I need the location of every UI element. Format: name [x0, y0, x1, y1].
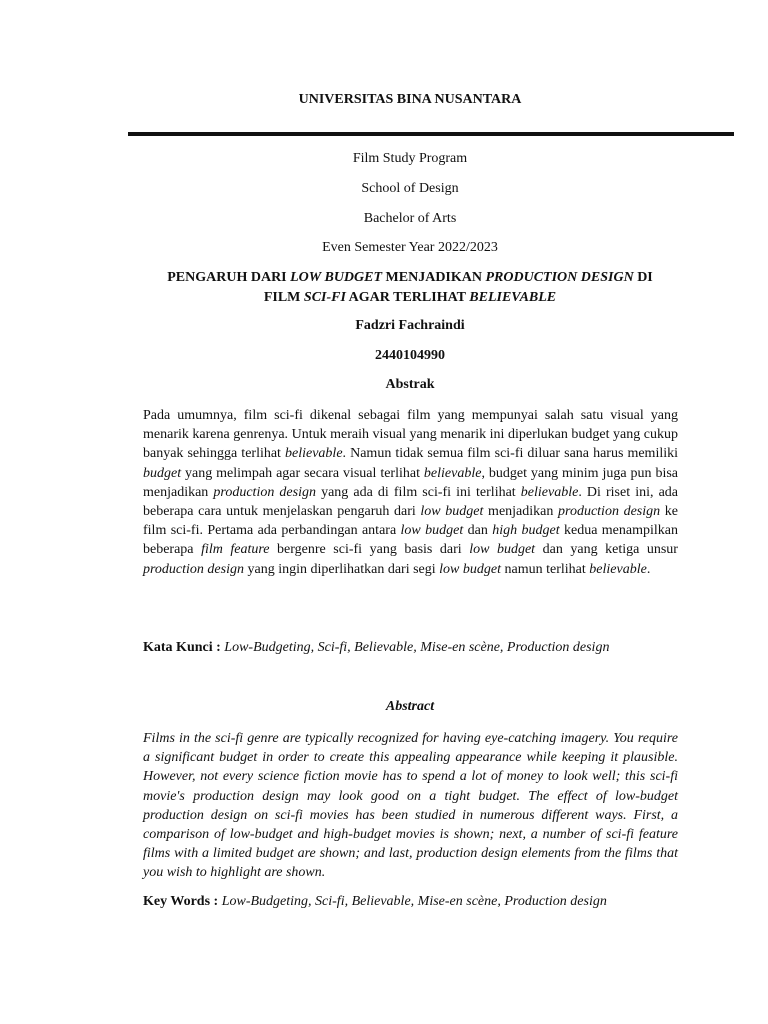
header-rule [128, 132, 734, 136]
author-name: Fadzri Fachraindi [355, 318, 465, 333]
key-words-label: Key Words : [143, 894, 219, 909]
title-text: DI [633, 270, 653, 285]
kata-kunci-value: Low-Budgeting, Sci-fi, Believable, Mise-en scène, Production design [220, 640, 610, 655]
abstrak-paragraph: Pada umumnya, film sci-fi dikenal sebagai film yang mempunyai salah satu visual yang menarik karena genrenya. Untuk meraih visual yang menarik ini diperlukan budget yang cukup banyak sehingga terlihat believable. Namun tidak semua film sci-fi diluar sana harus memiliki budget yang melimpah agar secara visual terlihat believable, budget yang minim juga pun bisa menjadikan production design yang ada di film sci-fi ini terlihat believable. Di riset ini, ada beberapa cara untuk menjelaskan pengaruh dari low budget menjadikan production design ke film sci-fi. Pertama ada perbandingan antara low budget dan high budget kedua menampilkan beberapa film feature bergenre sci-fi yang basis dari low budget dan yang ketiga unsur production design yang ingin diperlihatkan dari segi low budget namun terlihat believable. [143, 408, 679, 577]
abstract-paragraph: Films in the sci-fi genre are typically recognized for having eye-catching imagery. You require a significant budget in order to create this appealing appearance while keeping it plausible. However, not every science fiction movie has to spend a lot of money to look well; this sci-fi movie's production design may look good on a tight budget. The effect of low-budget production design on sci-fi movies has been studied in numerous different ways. First, a comparison of low-budget and high-budget movies is shown; next, a number of sci-fi feature films with a limited budget are shown; and last, production design elements from the films that you wish to highlight are shown. [143, 731, 678, 881]
abstract-heading: Abstract [385, 699, 435, 714]
kata-kunci [143, 640, 703, 656]
degree-line: Bachelor of Arts [363, 211, 457, 226]
program-line: Film Study Program [352, 151, 468, 166]
title-text-italic: PRODUCTION DESIGN [485, 270, 634, 285]
school-line: School of Design [361, 181, 459, 196]
semester-line: Even Semester Year 2022/2023 [322, 240, 498, 255]
title-text-italic: SCI-FI [303, 290, 346, 305]
paper-title [140, 268, 680, 308]
kata-kunci-label: Kata Kunci : [143, 640, 221, 655]
university-name: UNIVERSITAS BINA NUSANTARA [298, 92, 522, 107]
title-text: AGAR TERLIHAT [345, 290, 470, 305]
title-text-italic: BELIEVABLE [469, 290, 557, 305]
abstrak-heading: Abstrak [385, 377, 435, 392]
title-text-italic: LOW BUDGET [290, 270, 383, 285]
key-words-value: Low-Budgeting, Sci-fi, Believable, Mise-en scène, Production design [218, 894, 607, 909]
title-text: MENJADIKAN [382, 270, 486, 285]
title-text: PENGARUH DARI [167, 270, 291, 285]
key-words [143, 894, 703, 910]
title-text: FILM [263, 290, 304, 305]
student-id: 2440104990 [375, 348, 445, 363]
